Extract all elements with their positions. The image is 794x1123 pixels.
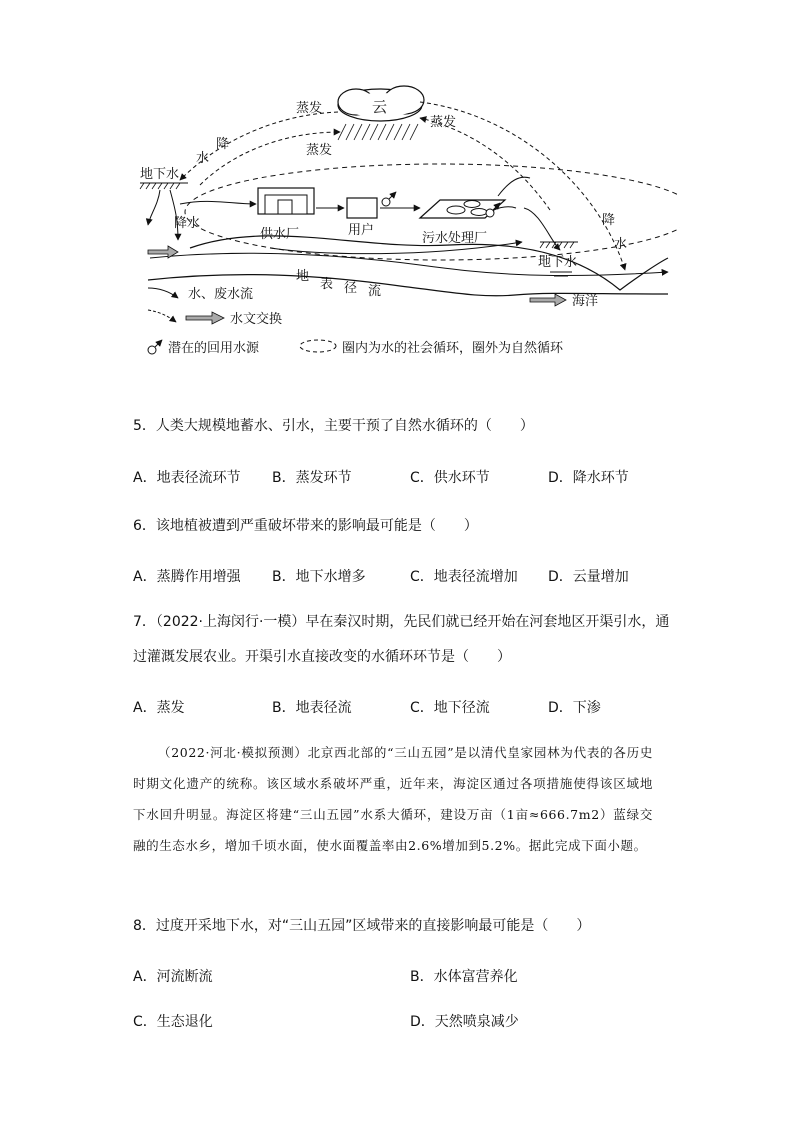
evaporation-label-left: 蒸发 — [296, 101, 323, 116]
water-plant-icon — [258, 188, 314, 214]
rain-icon — [338, 124, 418, 140]
question-8-stem: 8．过度开采地下水，对“三山五园”区域带来的直接影响最可能是（ ） — [133, 918, 591, 934]
water-cycle-diagram — [120, 80, 680, 370]
surface-runoff-4: 流 — [368, 284, 382, 299]
q7-option-d[interactable]: D．下渗 — [548, 700, 601, 716]
q8-option-d[interactable]: D．天然喷泉减少 — [410, 1014, 519, 1030]
q5-option-c[interactable]: C．供水环节 — [410, 470, 490, 486]
question-5-stem: 5．人类大规模地蓄水、引水，主要干预了自然水循环的（ ） — [133, 418, 534, 434]
question-6-stem: 6．该地植被遭到严重破坏带来的影响最可能是（ ） — [133, 518, 478, 534]
q7-option-b[interactable]: B．地表径流 — [272, 700, 352, 716]
q6-option-c[interactable]: C．地表径流增加 — [410, 569, 518, 585]
precipitation-left-1: 水 — [196, 151, 210, 166]
q8-option-b[interactable]: B．水体富营养化 — [410, 969, 518, 985]
surface-runoff-3: 径 — [344, 281, 358, 296]
precipitation-right-2: 水 — [614, 237, 628, 252]
question-8-options-row-1 — [133, 966, 653, 986]
question-7-options — [133, 697, 653, 717]
q6-option-b[interactable]: B．地下水增多 — [272, 569, 366, 585]
legend-flow-label: 水、废水流 — [188, 287, 254, 302]
ocean-label: 海洋 — [572, 294, 599, 309]
q7-option-c[interactable]: C．地下径流 — [410, 700, 490, 716]
passage-text: （2022·河北·模拟预测）北京西北部的“三山五园”是以清代皇家园林为代表的各历史时期文化遗产的统称。该区域水系破坏严重，近年来，海淀区通过各项措施使得该区域地下水回升明显。海淀区将建“三山五园”水系大循环，建设万亩（1亩≈666.7m2）蓝绿交融的生态水乡，增加千顷水面，使水面覆盖率由2.6%增加到5.2%。据此完成下面小题。 — [133, 745, 653, 853]
q6-option-a[interactable]: A．蒸腾作用增强 — [133, 569, 241, 585]
legend-circle-label: 圈内为水的社会循环，圈外为自然循环 — [342, 341, 564, 356]
q5-option-b[interactable]: B．蒸发环节 — [272, 470, 352, 486]
surface-runoff-2: 表 — [320, 277, 334, 292]
question-8-options-row-2 — [133, 1011, 653, 1031]
q8-option-c[interactable]: C．生态退化 — [133, 1014, 213, 1030]
user-label: 用户 — [348, 223, 375, 238]
surface-runoff-1: 地 — [296, 269, 310, 284]
evaporation-arc-right — [420, 118, 550, 210]
legend-exchange-label: 水文交换 — [230, 312, 283, 327]
user-box — [347, 198, 377, 218]
precipitation-left-2: 降 — [216, 137, 230, 152]
cloud-label: 云 — [372, 98, 388, 116]
q7-option-a[interactable]: A．蒸发 — [133, 700, 185, 716]
question-7-stem-line-1: 7．（2022·上海闵行·一模）早在秦汉时期，先民们就已经开始在河套地区开渠引水，通 — [133, 614, 670, 630]
q8-option-a[interactable]: A．河流断流 — [133, 969, 213, 985]
precipitation-mid-label: 降水 — [174, 216, 201, 231]
question-6-options — [133, 566, 653, 586]
q5-option-d[interactable]: D．降水环节 — [548, 470, 629, 486]
q5-option-a[interactable]: A．地表径流环节 — [133, 470, 241, 486]
evaporation-label-mid: 蒸发 — [306, 143, 333, 158]
groundwater-label-left: 地下水 — [140, 167, 180, 182]
evaporation-label-right: 蒸发 — [430, 115, 457, 130]
q6-option-d[interactable]: D．云量增加 — [548, 569, 629, 585]
water-plant-label: 供水厂 — [260, 227, 300, 242]
question-5-options — [133, 467, 653, 487]
sewage-plant-label: 污水处理厂 — [422, 231, 488, 246]
groundwater-label-right: 地下水 — [538, 255, 578, 270]
precipitation-right-1: 降 — [602, 213, 616, 228]
reading-passage — [133, 737, 653, 861]
question-7-stem-line-2: 过灌溉发展农业。开渠引水直接改变的水循环环节是（ ） — [133, 649, 511, 665]
legend-reuse-label: 潜在的回用水源 — [168, 341, 260, 356]
